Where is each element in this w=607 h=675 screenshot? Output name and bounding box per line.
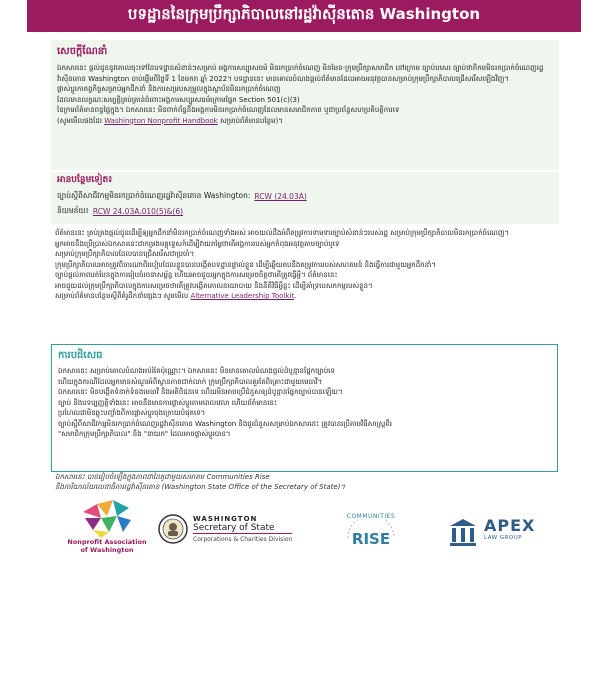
overview-paragraph: ឯកសារនេះ ផ្ដល់ជូននូវគោលចុះទៅនៃបទដ្ឋានសំខាន់ៗសម្រាប់ អង្គការសប្បុរសធម៌ មិនរកប្រាក់ចំណេញ មិនមែន-ក្រុមប្រឹក្សាសមាជិក នៅក្រោម ច្បាប់បសេរ ច្បាប់ថាភិកមមិនរកប្រាក់ចំណេញរដ្ឋវ៉ាស៊ីនតោន Washington ចាប់ផ្ដើមពីថ្ងៃទី 1 ខែមករា ឆ្នាំ 2022។ បទដ្ឋាននេះ មានគោលបំណងផ្ដល់ព័ត៌មានដែលអាចអនុវត្តបានសម្រាប់ក្រុមប្រឹក្សាភិបាលជ្រើសរើសឡើងវិញ។ xyxy=(57,64,544,83)
communities-rise-logo xyxy=(335,500,407,560)
disclaimer-paragraph: ច្បាប់ និងបទប្បញ្ញត្តិទាំងនេះ អាចនឹងមានការផ្លាស់ប្ដូរតាមពេលវេលា ហើយព័ត៌មាននេះ xyxy=(58,398,278,407)
state-seal-icon xyxy=(158,514,188,544)
partnership-line: និងការិយាល័យលេខាធិការរដ្ឋវ៉ាស៊ីនតោន (Washington State Office of the Secretary of State)។ xyxy=(55,483,346,491)
nonprofit-mosaic-icon xyxy=(79,498,135,538)
body-paragraph: ច្បាប់ផ្ដល់ភាពបត់បែនក្នុងការរៀបចំរចនាសម្ព័ន្ធ ហើយអាចជួយអ្នកក្នុងការសម្រេចចិត្តថាតើត្រូវធ្វើអ្វី។ ព័ត៌មាននេះ xyxy=(55,271,338,279)
partnership-line: ឯកសារនេះ បានរៀបចំឡើងក្នុងភាពជាដៃគូជាមួយសមាគម Communities Rise xyxy=(55,473,270,481)
definition-row xyxy=(51,204,559,219)
apex-logo-main: APEX xyxy=(484,516,536,535)
body-text: សម្រាប់ព័ត៌មានបន្ថែមស្ដីពីគំរូដឹកនាំផ្សេងៗ សូមមើល xyxy=(55,292,189,300)
body-paragraph-with-link xyxy=(55,291,557,302)
disclaimer-paragraph: "សមាជិកក្រុមប្រឹក្សាភិបាល" និង "នាយក" ដែលអាចផ្លាស់ប្ដូរបាន។ xyxy=(58,430,231,438)
overview-heading: សេចក្ដីណែនាំ xyxy=(57,46,108,57)
page-title-banner xyxy=(27,0,581,32)
overview-text: សម្រាប់ព័ត៌មានបន្ថែម)។ xyxy=(220,116,283,125)
overview-text: (សូមមើលផងដែរ xyxy=(57,116,102,125)
body-paragraph: អាចជួយដល់ក្រុមប្រឹក្សាភិបាលក្នុងការសម្រេចថាតើត្រូវបង្កើតគោលនយោបាយ និងនីតិវិធីអ្វីខ្លះ ដើម្បីគាំទ្របេសកកម្មរបស់ខ្លួន។ xyxy=(55,281,373,290)
overview-paragraph: ដែលមានលក្ខណៈសម្បត្តិគ្រប់គ្រាន់ចំពោះអង្គការសប្បុរសធម៌ក្រោមផ្នែក Section 501(c)(3) xyxy=(57,95,300,104)
partnership-note xyxy=(55,472,555,492)
nonprofit-association-logo xyxy=(62,498,152,568)
overview-paragraph: ផ្លាស់ប្ដូរកាតព្វកិច្ចសម្រាប់អ្នកដឹកនាំ និងការសម្របសម្រួលក្នុងស្ថាប័នមិនរកប្រាក់ចំណេញ xyxy=(57,85,281,93)
overview-paragraph-with-link xyxy=(57,116,553,127)
leadership-toolkit-link[interactable]: Alternative Leadership Toolkit xyxy=(190,292,295,300)
rise-logo-main: RISE xyxy=(351,529,391,548)
nonprofit-logo-line2: of Washington xyxy=(80,546,134,554)
overview-panel xyxy=(51,40,559,170)
definition-label: និយមន័យ៖ xyxy=(57,206,89,215)
body-paragraph: ព័ត៌មាននេះ គ្រប់គ្រងផ្ដល់ជូនដើម្បីឲ្យអ្នកដឹកនាំមិនរកប្រាក់ចំណេញទាំងអស់ អាចយល់ដឹងអំពីតម្រូវការទាមទារច្បាប់សំខាន់ៗរបស់រដ្ឋ សម្រាប់ក្រុមប្រឹក្សាភិបាលមិនរកប្រាក់ចំណេញ។ xyxy=(55,229,510,237)
disclaimer-paragraph: ច្បាប់ស្ដីពីសាជីវកម្មមិនរកប្រាក់ចំណេញរដ្ឋវ៉ាស៊ីនតោន Washington និងជួរជំនួសសម្រាប់ឯកសារនេះ ត្រូវបានប្រើតាមវិធីសាស្ត្រពីរ xyxy=(58,419,392,428)
secretary-of-state-logo xyxy=(158,510,313,548)
definition-link[interactable]: RCW 24.03A.010(5)&(6) xyxy=(92,207,184,216)
body-paragraph: សម្រាប់ក្រុមប្រឹក្សាភិបាលដែលបានជ្រើសរើសជាប្រចាំ។ xyxy=(55,250,195,258)
apex-law-group-logo xyxy=(448,515,558,549)
law-label: ច្បាប់ស្ដីពីសាជីវកម្មមិនរកប្រាក់ចំណេញរដ្ឋវ៉ាស៊ីនតោន Washington: xyxy=(57,191,251,200)
disclaimer-body xyxy=(52,366,557,440)
more-info-panel xyxy=(51,172,559,224)
nonprofit-handbook-link[interactable]: Washington Nonprofit Handbook xyxy=(104,116,218,125)
disclaimer-paragraph: ប្រហែលជាមិនឆ្លុះបញ្ចាំងពីការផ្លាស់ប្ដូរចុងក្រោយបំផុតទេ។ xyxy=(58,409,206,417)
sos-logo-line2: Secretary of State xyxy=(193,522,275,533)
disclaimer-heading: ការបដិសេធ xyxy=(58,350,103,361)
pillars-icon xyxy=(448,517,478,547)
overview-paragraph: នៃក្រមព័ត៌មានពន្ធផ្ទៃក្នុង។ ឯកសារនេះ មិនពាក់ព័ន្ធនឹងអង្គការមិនរកប្រាក់ចំណេញដែលមានសមាជិកភាព ឬជាប្រព័ន្ធសហប្រតិបត្តិការទេ xyxy=(57,106,400,114)
rcw-link[interactable]: RCW (24.03A) xyxy=(254,192,307,201)
disclaimer-panel xyxy=(51,344,558,472)
body-paragraph: ក្រុមប្រឹក្សាភិបាលអាចត្រូវពិចារណាពីរបៀបដែលខ្លួនបានបង្កើតបទដ្ឋានផ្ទាល់ខ្លួន ដើម្បីឆ្លើយតបនឹងតម្រូវការរបស់សហគមន៍ និងធ្វើការជាមួយអ្នកដឹកនាំ។ xyxy=(55,260,436,269)
sos-logo-line3: Corporations & Charities Division xyxy=(193,533,292,544)
disclaimer-paragraph: ឯកសារនេះ មិនបង្កើតទំនាក់ទំនងមេធាវី និងអតិថិជនទេ ហើយមិនអាចប្រើជំនួសឲ្យដំបូន្មានផ្នែកច្បាប់បានឡើយ។ xyxy=(58,388,343,396)
page-title: បទដ្ឋាននៃក្រុមប្រឹក្សាភិបាលនៅរដ្ឋវ៉ាស៊ីនតោន Washington xyxy=(127,5,481,23)
more-info-heading: អានបន្ថែមទៀត៖ xyxy=(57,175,113,185)
rise-logo-top: COMMUNITIES xyxy=(346,512,396,520)
disclaimer-paragraph: ឯកសារនេះ សម្រាប់គោលបំណងអប់រំតែប៉ុណ្ណោះ។ ឯកសារនេះ មិនមានគោលបំណងផ្ដល់ដំបូន្មានផ្នែកច្បាប់ទេ xyxy=(58,367,335,375)
body-text: . xyxy=(294,292,297,300)
body-paragraph: អ្នកអាចនឹងប្រើប្រាស់ឯកសារនេះជាកម្រងមគ្គុទ្ទេសក៍ដើម្បីវាយតម្លៃថាតើអង្គការរបស់អ្នកកំពុងអនុវត្តតាមច្បាប់ឬទេ xyxy=(55,239,340,248)
sos-logo-line1: WASHINGTON xyxy=(193,514,258,523)
main-body xyxy=(55,228,557,302)
disclaimer-paragraph: ហើយក្នុងករណីដែលអ្នកមានសំណួរអំពីស្ថានភាពជាក់លាក់ ក្រុមប្រឹក្សាភិបាលគួរតែពិគ្រោះជាមួយមេធាវី។ xyxy=(58,377,323,386)
nonprofit-logo-line1: Nonprofit Association xyxy=(67,538,147,546)
apex-logo-sub: LAW GROUP xyxy=(484,535,523,541)
law-row xyxy=(51,189,559,204)
overview-body xyxy=(51,63,559,126)
